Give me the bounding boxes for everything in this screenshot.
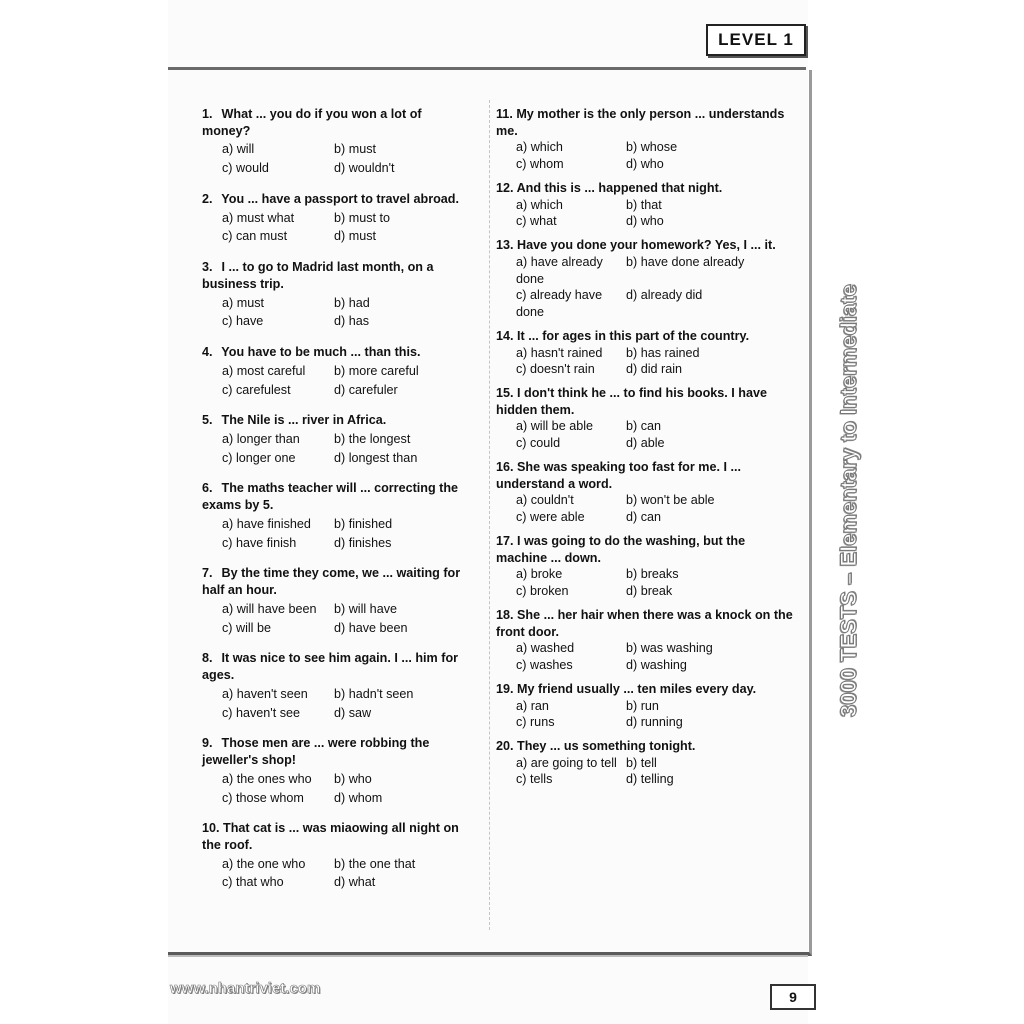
question-14 [496,328,796,378]
question-11 [496,106,796,173]
question-stem: You ... have a passport to travel abroad. [221,191,459,206]
option-d: d) what [334,875,376,890]
option-a: a) must [222,295,264,310]
question-stem: She was speaking too fast for me. I ... understand a word. [496,459,741,491]
question-18 [496,607,796,674]
column-divider [489,100,490,930]
question-stem: I was going to do the washing, but the machine ... down. [496,533,746,565]
question-15 [496,385,796,452]
option-c: c) longer one [222,450,296,465]
question-7 [202,565,472,636]
question-number: 20. [496,738,514,753]
option-b: b) the one that [334,856,416,871]
question-number: 13. [496,238,514,253]
option-a: a) have finished [222,516,311,531]
option-c: c) that who [222,875,284,890]
option-c: c) what [516,214,557,229]
option-b: b) the longest [334,432,411,447]
question-2 [202,191,472,245]
option-b: b) that [626,197,662,212]
left-column [202,106,472,905]
question-number: 4. [202,345,213,360]
option-a: a) have already done [516,254,603,286]
option-c: c) have [222,314,264,329]
question-number: 16. [496,459,514,474]
option-c: c) those whom [222,790,304,805]
right-column [496,106,796,795]
option-a: a) couldn't [516,493,574,508]
question-3 [202,259,472,330]
question-stem: It was nice to see him again. I ... him for ages. [202,651,459,683]
option-b: b) won't be able [626,493,715,508]
question-number: 15. [496,386,514,401]
question-stem: They ... us something tonight. [517,738,696,753]
question-stem: That cat is ... was miaowing all night on the roof. [202,821,459,852]
option-b: b) can [626,419,662,434]
question-17 [496,533,796,600]
option-b: b) had [334,295,370,310]
option-a: a) will have been [222,601,317,616]
question-number: 11. [496,107,513,121]
question-number: 10. [202,821,220,836]
option-b: b) hadn't seen [334,686,414,701]
option-a: a) washed [516,641,575,656]
option-d: d) wouldn't [334,161,395,176]
option-b: b) whose [626,140,678,155]
option-d: d) already did [626,288,703,303]
option-d: d) must [334,229,376,244]
question-stem: You have to be much ... than this. [221,345,421,360]
question-stem: By the time they come, we ... waiting for half an hour. [202,566,461,598]
option-c: c) could [516,436,561,451]
option-a: a) are going to tell [516,755,617,770]
question-stem: I ... to go to Madrid last month, on a business trip. [202,260,434,291]
question-number: 17. [496,533,514,548]
question-stem: And this is ... happened that night. [516,180,723,195]
option-d: d) have been [334,620,408,635]
option-b: b) was washing [626,641,713,656]
option-b: b) breaks [626,567,679,582]
option-d: d) carefuler [334,382,398,397]
website-watermark: www.nhantriviet.com [170,980,321,997]
option-d: d) break [626,584,673,599]
option-c: c) have finish [222,535,297,550]
option-d: d) who [626,157,664,172]
question-number: 2. [202,191,213,206]
option-d: d) saw [334,705,372,720]
question-number: 8. [202,651,213,666]
question-stem: The Nile is ... river in Africa. [221,413,387,428]
option-c: c) can must [222,229,288,244]
question-10 [202,820,472,891]
option-c: c) haven't see [222,705,301,720]
question-13 [496,237,796,321]
question-8 [202,650,472,721]
option-c: c) runs [516,715,555,730]
level-badge: LEVEL 1 [706,24,806,56]
question-9 [202,735,472,806]
option-a: a) most careful [222,363,306,378]
option-b: b) more careful [334,363,419,378]
question-number: 12. [496,180,514,195]
question-number: 19. [496,681,514,696]
question-stem: She ... her hair when there was a knock on the front door. [496,607,793,639]
option-c: c) carefulest [222,382,291,397]
option-a: a) which [516,197,563,212]
option-a: a) longer than [222,432,300,447]
option-a: a) must what [222,210,295,225]
option-d: d) longest than [334,450,418,465]
question-1 [202,106,472,177]
option-d: d) can [626,510,662,525]
option-a: a) will be able [516,419,594,434]
option-d: d) running [626,715,683,730]
option-b: b) run [626,698,659,713]
option-a: a) the one who [222,856,306,871]
option-c: c) whom [516,157,564,172]
option-c: c) tells [516,772,553,787]
option-c: c) were able [516,510,585,525]
question-stem: I don't think he ... to find his books. I have hidden them. [496,386,767,417]
option-a: a) haven't seen [222,686,308,701]
option-d: d) finishes [334,535,392,550]
option-d: d) did rain [626,362,683,377]
question-stem: My friend usually ... ten miles every day. [517,681,757,696]
question-12 [496,180,796,230]
option-d: d) able [626,436,665,451]
question-number: 6. [202,481,213,496]
question-5 [202,412,472,466]
footer-rule [168,955,808,957]
option-d: d) who [626,214,664,229]
option-b: b) will have [334,601,397,616]
option-c: c) broken [516,584,569,599]
question-stem: Those men are ... were robbing the jeweller's shop! [202,736,430,768]
question-stem: The maths teacher will ... correcting the exams by 5. [202,481,459,513]
option-b: b) must [334,142,376,157]
question-4 [202,344,472,398]
option-c: c) washes [516,658,573,673]
option-c: c) would [222,161,269,176]
option-b: b) tell [626,755,657,770]
question-16 [496,459,796,526]
question-stem: Have you done your homework? Yes, I ... it. [517,238,776,253]
option-d: d) whom [334,790,383,805]
option-d: d) telling [626,772,674,787]
option-a: a) broke [516,567,563,582]
book-side-title: 3000 TESTS – Elementary to Intermediate [836,284,861,717]
option-b: b) has rained [626,345,700,360]
question-stem: What ... you do if you won a lot of money? [202,107,422,138]
option-a: a) the ones who [222,771,312,786]
option-b: b) must to [334,210,390,225]
option-a: a) will [222,142,255,157]
question-stem: My mother is the only person ... understands me. [496,107,785,138]
option-d: d) has [334,314,370,329]
option-a: a) ran [516,698,549,713]
question-19 [496,681,796,731]
option-a: a) hasn't rained [516,345,603,360]
question-number: 9. [202,736,213,751]
option-c: c) doesn't rain [516,362,595,377]
option-b: b) finished [334,516,393,531]
question-number: 7. [202,566,213,581]
question-number: 18. [496,607,514,622]
question-number: 1. [202,107,213,121]
question-number: 3. [202,260,213,275]
option-b: b) have done already [626,254,745,269]
question-6 [202,480,472,551]
question-number: 14. [496,328,514,343]
option-b: b) who [334,771,372,786]
option-c: c) will be [222,620,271,635]
page-number: 9 [770,984,816,1010]
question-number: 5. [202,413,213,428]
option-c: c) already have done [516,288,603,320]
question-20 [496,738,796,788]
question-stem: It ... for ages in this part of the country. [517,328,750,343]
option-d: d) washing [626,658,687,673]
option-a: a) which [516,140,563,155]
